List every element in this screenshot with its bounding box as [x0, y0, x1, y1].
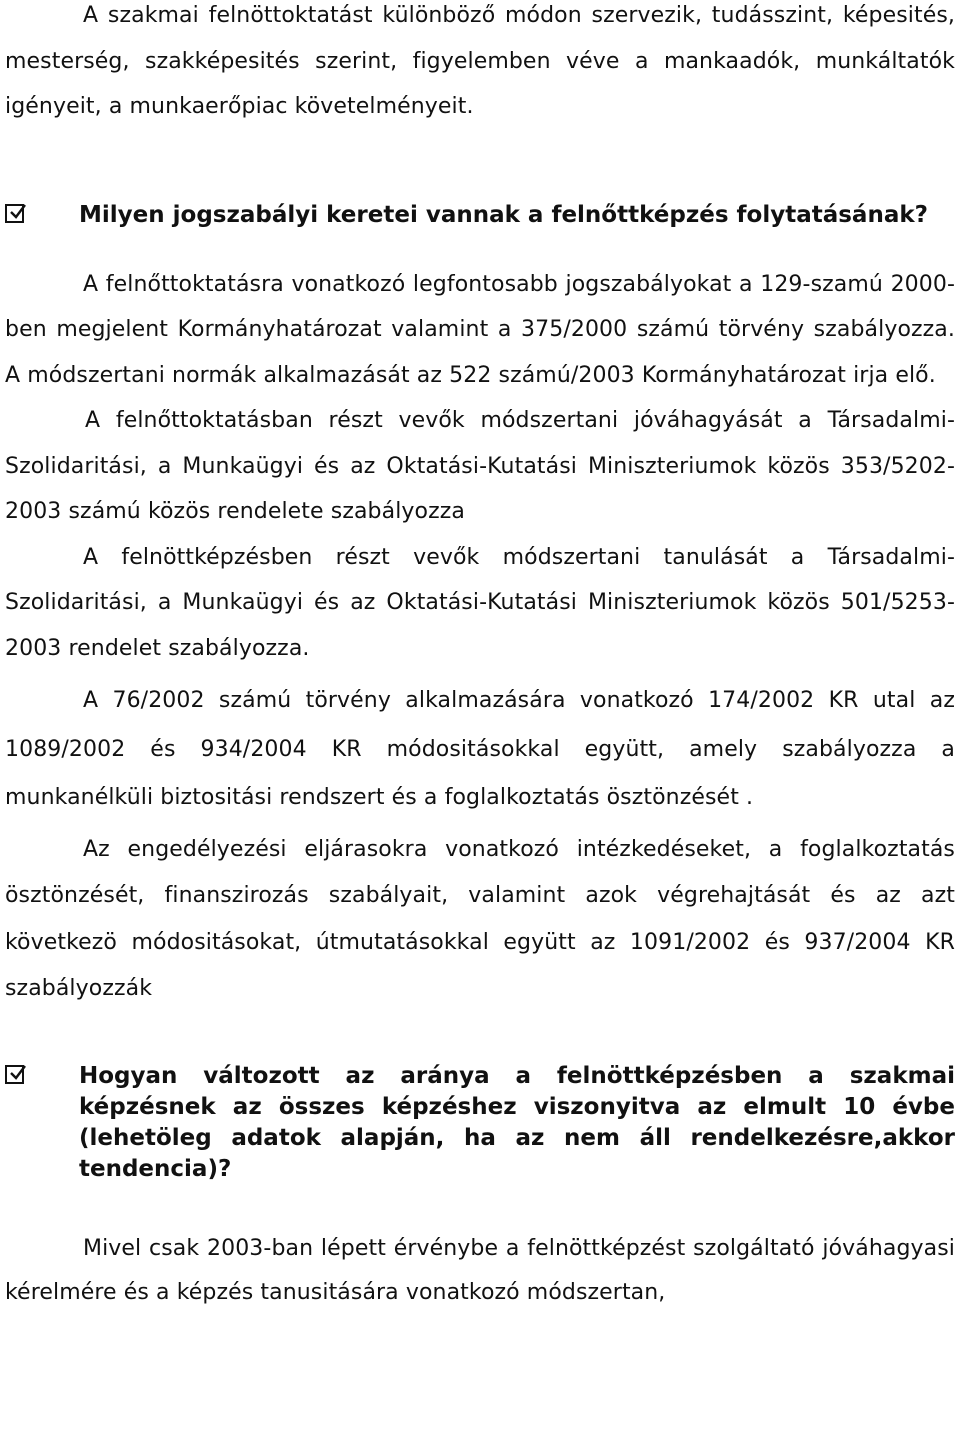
paragraph-methodology-approval: A felnőttoktatásban részt vevők módszertani jóváhagyását a Társadalmi-Szolidaritási, a Munkaügyi és az Oktatási-Kutatási Miniszteriumok közös 353/5202-2003 számú közös rendelete szabályozza — [5, 408, 955, 524]
checked-box-icon — [5, 1065, 24, 1084]
question-heading-ratio-change — [5, 1061, 955, 1185]
paragraph-since-2003: Mivel csak 2003-ban lépett érvénybe a felnöttképzést szolgáltató jóváhagyasi kérelmére és a képzés tanusitására vonatkozó módszertan, — [5, 1235, 955, 1305]
paragraph-training: A felnöttképzésben részt vevők módszertani tanulását a Társadalmi-Szolidaritási, a Munkaügyi és az Oktatási-Kutatási Miniszteriumok közös 501/5253-2003 rendelet szabályozza. — [5, 544, 955, 661]
checked-box-icon — [5, 204, 24, 223]
spacer — [5, 1185, 955, 1227]
spacer — [5, 1013, 955, 1061]
heading-text: Hogyan változott az aránya a felnöttképzésben a szakmai képzésnek az összes képzéshez viszonyitva az elmult 10 évbe (lehetöleg adatok alapján, ha az nem áll rendelkezésre,akkor tendencia)? — [79, 1062, 955, 1182]
heading-text: Milyen jogszabályi keretei vannak a felnőttképzés folytatásának? — [79, 201, 928, 228]
document-page — [5, 0, 955, 1315]
paragraph-law-76: A 76/2002 számú törvény alkalmazására vonatkozó 174/2002 KR utal az 1089/2002 és 934/2004 KR módositásokkal együtt, amely szabályozza a munkanélküli biztositási rendszert és a foglalkoztatás ösztönzését . — [5, 688, 955, 810]
question-heading-legal-framework — [5, 200, 955, 231]
paragraph-intro: A szakmai felnöttoktatást különböző módon szervezik, tudásszint, képesités, mesterség, szakképesités szerint, figyelemben véve a mankaadók, munkáltatók igényeit, a munkaerőpiac követelményeit. — [5, 3, 955, 119]
paragraph-legislation: A felnőttoktatásra vonatkozó legfontosabb jogszabályokat a 129-szamú 2000-ben megjelent Kormányhatározat valamint a 375/2000 számú törvény szabályozza. A módszertani normák alkalmazását az 522 számú/2003 Kormányhatározat irja elő. — [5, 271, 955, 388]
paragraph-procedures: Az engedélyezési eljárasokra vonatkozó intézkedéseket, a foglalkoztatás ösztönzését, finanszirozás szabályait, valamint azok végrehajtását és az azt következö módositásokat, útmutatásokkal együtt az 1091/2002 és 937/2004 KR szabályozzák — [5, 836, 955, 1001]
spacer — [5, 231, 955, 262]
spacer — [5, 130, 955, 200]
